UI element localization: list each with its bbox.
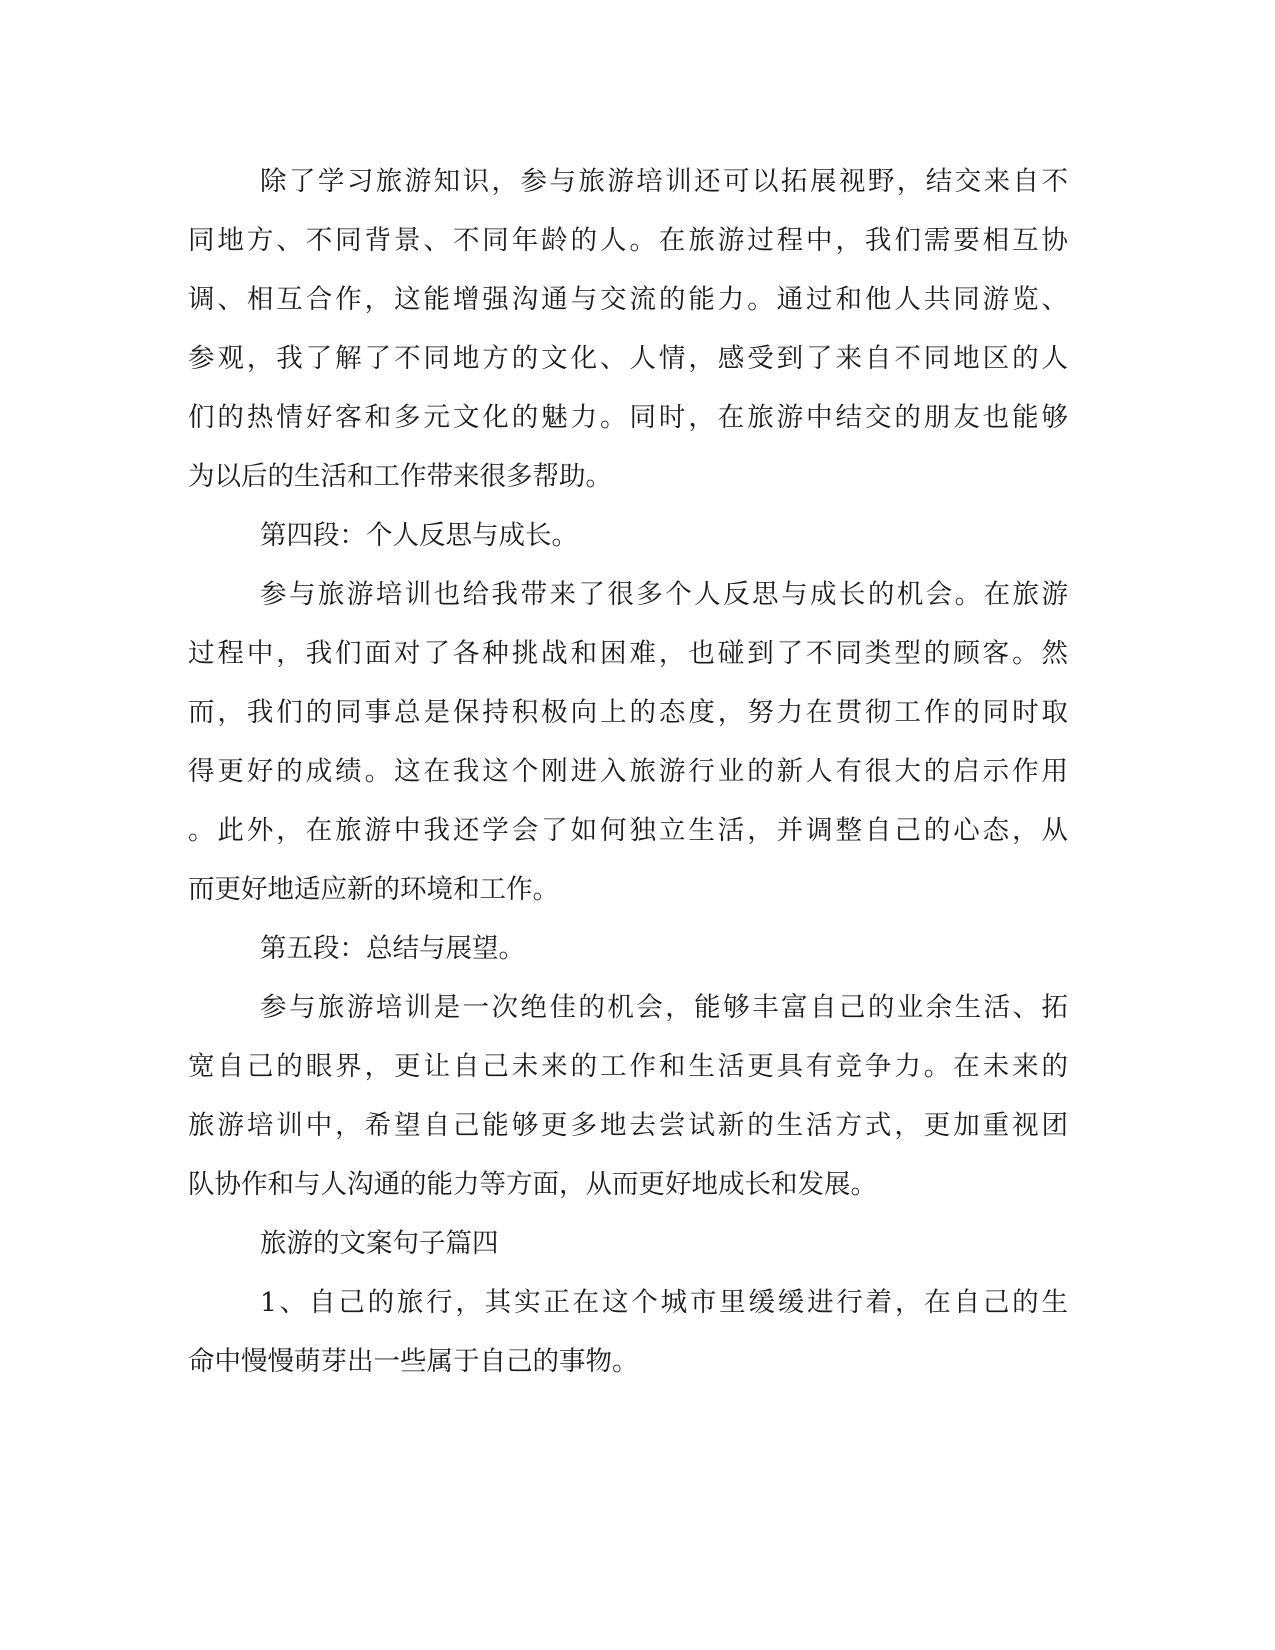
text-line: 参与旅游培训也给我带来了很多个人反思与成长的机会。在旅游 (260, 579, 1068, 610)
text-line: 过程中，我们面对了各种挑战和困难，也碰到了不同类型的顾客。然 (188, 638, 1068, 669)
text-line: 。此外，在旅游中我还学会了如何独立生活，并调整自己的心态，从 (188, 815, 1068, 846)
text-line: 1、自己的旅行，其实正在这个城市里缓缓进行着，在自己的生 (260, 1287, 1068, 1318)
text-line: 而，我们的同事总是保持积极向上的态度，努力在贯彻工作的同时取 (188, 697, 1068, 728)
text-line: 为以后的生活和工作带来很多帮助。 (188, 461, 612, 492)
text-line: 参观，我了解了不同地方的文化、人情，感受到了来自不同地区的人 (188, 343, 1068, 374)
text-line: 得更好的成绩。这在我这个刚进入旅游行业的新人有很大的启示作用 (188, 756, 1068, 787)
section-heading: 旅游的文案句子篇四 (260, 1228, 499, 1259)
text-line: 旅游培训中，希望自己能够更多地去尝试新的生活方式，更加重视团 (188, 1110, 1068, 1141)
text-line: 参与旅游培训是一次绝佳的机会，能够丰富自己的业余生活、拓 (260, 992, 1068, 1023)
text-line: 除了学习旅游知识，参与旅游培训还可以拓展视野，结交来自不 (260, 166, 1068, 197)
text-line: 们的热情好客和多元文化的魅力。同时，在旅游中结交的朋友也能够 (188, 402, 1068, 433)
section-heading: 第五段：总结与展望。 (260, 933, 525, 964)
text-line: 同地方、不同背景、不同年龄的人。在旅游过程中，我们需要相互协 (188, 225, 1068, 256)
text-line: 而更好地适应新的环境和工作。 (188, 874, 559, 905)
text-line: 命中慢慢萌芽出一些属于自己的事物。 (188, 1346, 639, 1377)
text-line: 宽自己的眼界，更让自己未来的工作和生活更具有竞争力。在未来的 (188, 1051, 1068, 1082)
text-line: 调、相互合作，这能增强沟通与交流的能力。通过和他人共同游览、 (188, 284, 1068, 315)
section-heading: 第四段：个人反思与成长。 (260, 520, 578, 551)
text-line: 队协作和与人沟通的能力等方面，从而更好地成长和发展。 (188, 1169, 877, 1200)
